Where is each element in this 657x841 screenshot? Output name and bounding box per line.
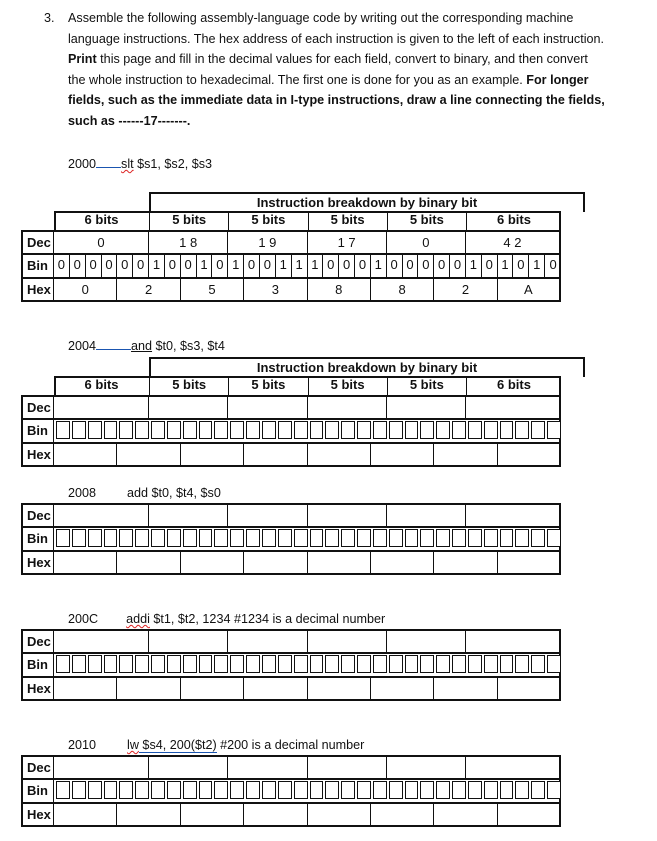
- bin-bit-box[interactable]: [500, 781, 514, 799]
- row-label-bin: Bin: [21, 254, 54, 278]
- dec-field-1[interactable]: [54, 755, 149, 779]
- dec-row: [21, 755, 561, 779]
- row-label-hex: Hex: [21, 278, 54, 302]
- field-header-2: 5 bits: [149, 211, 228, 230]
- bin-bit: 0: [482, 254, 498, 278]
- bin-row: [21, 419, 561, 443]
- dec-row: [21, 503, 561, 527]
- bin-bit-box[interactable]: [167, 421, 181, 439]
- question-text: [0, 8, 657, 131]
- hex-digit-5[interactable]: [308, 551, 371, 575]
- print-emphasis: Print: [68, 52, 97, 66]
- dec-field-2: 1 8: [149, 230, 228, 254]
- question-number: 3.: [44, 11, 55, 25]
- bin-bit-box[interactable]: [214, 655, 228, 673]
- bin-bit-box[interactable]: [88, 781, 102, 799]
- bin-bit-box[interactable]: [199, 781, 213, 799]
- hex-digit-2: 2: [117, 278, 180, 302]
- bin-bit-box[interactable]: [104, 421, 118, 439]
- bin-bit-box[interactable]: [500, 421, 514, 439]
- hex-digit-4[interactable]: [244, 677, 307, 701]
- bin-bit: 1: [466, 254, 482, 278]
- row-label-dec: Dec: [21, 629, 54, 653]
- bin-bit: 1: [149, 254, 165, 278]
- bin-bit-box[interactable]: [246, 529, 260, 547]
- bin-bit-box[interactable]: [72, 421, 86, 439]
- bin-bit-box[interactable]: [104, 655, 118, 673]
- dec-field-2[interactable]: [149, 503, 228, 527]
- dec-field-4[interactable]: [308, 755, 387, 779]
- bin-bit-box[interactable]: [183, 655, 197, 673]
- dec-row: [21, 629, 561, 653]
- bin-bit: 0: [133, 254, 149, 278]
- dec-field-5: 0: [387, 230, 466, 254]
- dec-field-4[interactable]: [308, 395, 387, 419]
- bin-bit-box[interactable]: [310, 529, 324, 547]
- hex-digit-8[interactable]: [498, 551, 561, 575]
- bin-bit-box[interactable]: [373, 655, 387, 673]
- bin-bit-box[interactable]: [341, 655, 355, 673]
- bin-bit-box[interactable]: [278, 655, 292, 673]
- bin-bit-box[interactable]: [119, 781, 133, 799]
- bin-bit-box[interactable]: [294, 529, 308, 547]
- hex-digit-8[interactable]: [498, 443, 561, 467]
- bin-bit-box[interactable]: [310, 655, 324, 673]
- instruction-header-5: 2010 lw $s4, 200($t2) #200 is a decimal number: [68, 738, 365, 752]
- bin-bit-box[interactable]: [294, 655, 308, 673]
- row-label-hex: Hex: [21, 803, 54, 827]
- bin-bit-box[interactable]: [167, 655, 181, 673]
- hex-digit-1[interactable]: [54, 551, 117, 575]
- bin-bit: 0: [212, 254, 228, 278]
- question-line: such as ------17-------.: [68, 113, 191, 128]
- field-header-2: 5 bits: [149, 376, 228, 395]
- dec-row: [21, 395, 561, 419]
- hex-digit-5[interactable]: [308, 443, 371, 467]
- question-line: Assemble the following assembly-language code by writing out the corresponding machine: [68, 11, 574, 25]
- bin-bit-box[interactable]: [278, 781, 292, 799]
- bin-bit-box[interactable]: [452, 529, 466, 547]
- field-header-4: 5 bits: [308, 211, 387, 230]
- bin-bit-box[interactable]: [436, 781, 450, 799]
- bin-bit-box[interactable]: [405, 781, 419, 799]
- question-line: the whole instruction to hexadecimal. The first one is done for you as an example. For longer: [68, 72, 589, 87]
- field-header-6: 6 bits: [466, 211, 561, 230]
- row-label-hex: Hex: [21, 551, 54, 575]
- hex-digit-4[interactable]: [244, 551, 307, 575]
- bin-bit-box[interactable]: [72, 529, 86, 547]
- bin-bit: 0: [403, 254, 419, 278]
- hex-digit-8: A: [498, 278, 561, 302]
- hex-digit-8[interactable]: [498, 803, 561, 827]
- hex-digit-8[interactable]: [498, 677, 561, 701]
- bin-row: [21, 527, 561, 551]
- bin-bit-box[interactable]: [119, 529, 133, 547]
- row-label-bin: Bin: [21, 527, 54, 551]
- bin-bit-box[interactable]: [547, 529, 561, 547]
- bin-bit-box[interactable]: [135, 781, 149, 799]
- instruction-header-3: 2008 add $t0, $t4, $s0: [68, 486, 221, 500]
- hex-row: [21, 443, 561, 467]
- bin-bit-box[interactable]: [420, 655, 434, 673]
- bin-bit-box[interactable]: [294, 781, 308, 799]
- bin-bit-box[interactable]: [515, 529, 529, 547]
- bin-bit-box[interactable]: [500, 529, 514, 547]
- row-label-bin: Bin: [21, 779, 54, 803]
- dec-field-3[interactable]: [228, 629, 307, 653]
- bin-bit-box[interactable]: [452, 421, 466, 439]
- bin-bit: 0: [355, 254, 371, 278]
- bin-bit-box[interactable]: [119, 655, 133, 673]
- hex-digit-4[interactable]: [244, 443, 307, 467]
- hex-digit-7[interactable]: [434, 803, 497, 827]
- bin-bit-box[interactable]: [436, 655, 450, 673]
- hex-digit-7[interactable]: [434, 677, 497, 701]
- question-line: Print this page and fill in the decimal values for each field, convert to binary, and then convert: [68, 52, 588, 66]
- bin-bit-box[interactable]: [531, 781, 545, 799]
- bin-bit-box[interactable]: [310, 781, 324, 799]
- bin-bit-box[interactable]: [547, 781, 561, 799]
- bin-row: [21, 653, 561, 677]
- bin-bit-box[interactable]: [468, 421, 482, 439]
- hex-digit-3: 5: [181, 278, 244, 302]
- hex-digit-7[interactable]: [434, 551, 497, 575]
- bin-bit-box[interactable]: [246, 781, 260, 799]
- bin-bit-box[interactable]: [531, 421, 545, 439]
- row-label-dec: Dec: [21, 755, 54, 779]
- bin-bit-box[interactable]: [56, 421, 70, 439]
- dec-field-6[interactable]: [466, 395, 561, 419]
- bin-bit-box[interactable]: [436, 421, 450, 439]
- question-line: fields, such as the immediate data in I-type instructions, draw a line connecting the fields,: [68, 93, 605, 107]
- dec-field-5[interactable]: [387, 503, 466, 527]
- bin-bit-box[interactable]: [341, 421, 355, 439]
- bin-bit-box[interactable]: [246, 655, 260, 673]
- hex-digit-1[interactable]: [54, 803, 117, 827]
- bin-bit-box[interactable]: [436, 529, 450, 547]
- dec-field-2[interactable]: [149, 629, 228, 653]
- row-label-dec: Dec: [21, 503, 54, 527]
- hex-digit-3[interactable]: [181, 677, 244, 701]
- bin-bit-box[interactable]: [325, 781, 339, 799]
- bin-bit-box[interactable]: [515, 781, 529, 799]
- bin-bit-box[interactable]: [88, 529, 102, 547]
- bin-bit: 0: [387, 254, 403, 278]
- bin-bit: 0: [418, 254, 434, 278]
- hex-digit-2[interactable]: [117, 443, 180, 467]
- hex-digit-4: 3: [244, 278, 307, 302]
- bin-bit: 0: [165, 254, 181, 278]
- bin-bit-box[interactable]: [262, 781, 276, 799]
- bin-bit-box[interactable]: [468, 781, 482, 799]
- bin-bit-box[interactable]: [420, 421, 434, 439]
- bin-bit-box[interactable]: [214, 781, 228, 799]
- bin-bit-box[interactable]: [167, 781, 181, 799]
- bin-bit: 1: [498, 254, 514, 278]
- question-line: language instructions. The hex address of each instruction is given to the left of each instruction.: [68, 31, 605, 46]
- dec-field-5[interactable]: [387, 395, 466, 419]
- dec-field-6[interactable]: [466, 503, 561, 527]
- bin-bit-box[interactable]: [373, 529, 387, 547]
- bin-bit-box[interactable]: [246, 421, 260, 439]
- hex-digit-2[interactable]: [117, 551, 180, 575]
- bin-bit-box[interactable]: [119, 421, 133, 439]
- bin-bit-box[interactable]: [151, 655, 165, 673]
- hex-row: [21, 551, 561, 575]
- bin-bit-box[interactable]: [214, 529, 228, 547]
- hex-digit-1[interactable]: [54, 677, 117, 701]
- hex-digit-6[interactable]: [371, 803, 434, 827]
- bin-bit-box[interactable]: [104, 529, 118, 547]
- bin-bit: 1: [292, 254, 308, 278]
- bin-bit-box[interactable]: [135, 421, 149, 439]
- bin-bit-box[interactable]: [262, 655, 276, 673]
- row-label-hex: Hex: [21, 443, 54, 467]
- bin-bit-box[interactable]: [56, 655, 70, 673]
- bin-bit-box[interactable]: [56, 529, 70, 547]
- bin-bit: 0: [70, 254, 86, 278]
- bin-row: [21, 779, 561, 803]
- bin-bit-box[interactable]: [199, 421, 213, 439]
- dec-field-3: 1 9: [228, 230, 307, 254]
- bin-bit-box[interactable]: [484, 781, 498, 799]
- bin-bit-box[interactable]: [389, 781, 403, 799]
- bin-bit: 1: [529, 254, 545, 278]
- dec-field-1: 0: [54, 230, 149, 254]
- field-header-4: 5 bits: [308, 376, 387, 395]
- bin-bit-box[interactable]: [341, 781, 355, 799]
- dec-field-4[interactable]: [308, 629, 387, 653]
- hex-digit-5[interactable]: [308, 803, 371, 827]
- bin-bit-box[interactable]: [199, 655, 213, 673]
- dec-field-4: 1 7: [308, 230, 387, 254]
- bin-bit-box[interactable]: [420, 781, 434, 799]
- bin-bit-box[interactable]: [484, 655, 498, 673]
- bin-bit-box[interactable]: [547, 655, 561, 673]
- bin-bit-box[interactable]: [405, 655, 419, 673]
- bin-bit-box[interactable]: [484, 529, 498, 547]
- hex-row: [21, 803, 561, 827]
- breakdown-title: Instruction breakdown by binary bit: [149, 192, 585, 212]
- dec-row: [21, 230, 561, 254]
- field-header-3: 5 bits: [228, 211, 307, 230]
- bin-bit-box[interactable]: [547, 421, 561, 439]
- dec-field-5[interactable]: [387, 629, 466, 653]
- dec-field-6[interactable]: [466, 629, 561, 653]
- instruction-header-1: 2000 slt $s1, $s2, $s3: [68, 157, 213, 171]
- bin-bit-box[interactable]: [88, 655, 102, 673]
- dec-field-3[interactable]: [228, 503, 307, 527]
- hex-digit-1[interactable]: [54, 443, 117, 467]
- bin-bit-box[interactable]: [405, 529, 419, 547]
- bin-bit-box[interactable]: [278, 529, 292, 547]
- hex-digit-6: 8: [371, 278, 434, 302]
- dec-field-1[interactable]: [54, 629, 149, 653]
- bin-bit-box[interactable]: [484, 421, 498, 439]
- dec-field-5[interactable]: [387, 755, 466, 779]
- bin-bit-box[interactable]: [325, 655, 339, 673]
- bin-bit-box[interactable]: [151, 781, 165, 799]
- bin-bit-box[interactable]: [531, 529, 545, 547]
- field-header-5: 5 bits: [387, 376, 466, 395]
- hex-digit-1: 0: [54, 278, 117, 302]
- bin-bit-box[interactable]: [199, 529, 213, 547]
- bin-bit-box[interactable]: [468, 529, 482, 547]
- bin-bit-box[interactable]: [230, 655, 244, 673]
- bin-bit: 0: [323, 254, 339, 278]
- row-label-bin: Bin: [21, 419, 54, 443]
- bin-bit: 0: [450, 254, 466, 278]
- bin-bit-box[interactable]: [325, 421, 339, 439]
- hex-digit-6[interactable]: [371, 551, 434, 575]
- bin-bit-box[interactable]: [373, 421, 387, 439]
- bin-bit-box[interactable]: [468, 655, 482, 673]
- bin-bit-box[interactable]: [262, 421, 276, 439]
- bin-bit-box[interactable]: [135, 655, 149, 673]
- bin-bit-box[interactable]: [531, 655, 545, 673]
- bin-bit-box[interactable]: [151, 421, 165, 439]
- bin-bit-box[interactable]: [230, 529, 244, 547]
- hex-digit-5: 8: [308, 278, 371, 302]
- hex-row: [21, 677, 561, 701]
- bin-bit: 0: [339, 254, 355, 278]
- hex-digit-7[interactable]: [434, 443, 497, 467]
- bin-bit-box[interactable]: [357, 421, 371, 439]
- bin-bit-box[interactable]: [135, 529, 149, 547]
- hex-digit-2[interactable]: [117, 677, 180, 701]
- bin-bit-box[interactable]: [357, 529, 371, 547]
- field-header-3: 5 bits: [228, 376, 307, 395]
- bin-bit: 0: [102, 254, 118, 278]
- row-label-dec: Dec: [21, 230, 54, 254]
- bin-bit: 0: [54, 254, 70, 278]
- bin-bit-box[interactable]: [389, 421, 403, 439]
- instruction-header-2: 2004 and $t0, $s3, $t4: [68, 339, 225, 353]
- bin-bit-box[interactable]: [104, 781, 118, 799]
- bin-bit-box[interactable]: [72, 655, 86, 673]
- bin-bit: 0: [117, 254, 133, 278]
- instruction-header-4: 200C addi $t1, $t2, 1234 #1234 is a decimal number: [68, 612, 386, 626]
- dec-field-2[interactable]: [149, 755, 228, 779]
- bin-bit-box[interactable]: [167, 529, 181, 547]
- bin-bit: 0: [549, 257, 557, 272]
- hex-digit-6[interactable]: [371, 677, 434, 701]
- bin-bit-box[interactable]: [183, 781, 197, 799]
- bin-bit: 1: [197, 254, 213, 278]
- dec-field-1[interactable]: [54, 503, 149, 527]
- hex-digit-3[interactable]: [181, 551, 244, 575]
- field-header-6: 6 bits: [466, 376, 561, 395]
- bin-bit-box[interactable]: [357, 781, 371, 799]
- hex-digit-3[interactable]: [181, 443, 244, 467]
- field-header-1: 6 bits: [84, 377, 119, 392]
- bin-bit-box[interactable]: [452, 655, 466, 673]
- hex-digit-2[interactable]: [117, 803, 180, 827]
- bin-bit-box[interactable]: [230, 421, 244, 439]
- bin-bit-box[interactable]: [294, 421, 308, 439]
- hex-digit-3[interactable]: [181, 803, 244, 827]
- bin-bit: 0: [86, 254, 102, 278]
- bin-bit-box[interactable]: [420, 529, 434, 547]
- bin-bit-box[interactable]: [183, 421, 197, 439]
- dec-field-6[interactable]: [466, 755, 561, 779]
- bin-bit: 1: [308, 254, 324, 278]
- bin-bit-box[interactable]: [405, 421, 419, 439]
- hex-digit-4[interactable]: [244, 803, 307, 827]
- bin-bit: 1: [228, 254, 244, 278]
- dec-field-1[interactable]: [54, 395, 149, 419]
- bin-bit-box[interactable]: [151, 529, 165, 547]
- dec-field-3[interactable]: [228, 755, 307, 779]
- bin-bit-box[interactable]: [389, 529, 403, 547]
- row-label-bin: Bin: [21, 653, 54, 677]
- dec-field-2[interactable]: [149, 395, 228, 419]
- breakdown-title: Instruction breakdown by binary bit: [149, 357, 585, 377]
- bin-bit: 1: [371, 254, 387, 278]
- field-header-5: 5 bits: [387, 211, 466, 230]
- bin-row: [21, 254, 561, 278]
- bin-bit-box[interactable]: [278, 421, 292, 439]
- dec-field-4[interactable]: [308, 503, 387, 527]
- bin-bit-box[interactable]: [389, 655, 403, 673]
- bin-bit-box[interactable]: [357, 655, 371, 673]
- bin-bit-box[interactable]: [310, 421, 324, 439]
- bin-bit-box[interactable]: [341, 529, 355, 547]
- bin-bit: 1: [276, 254, 292, 278]
- bin-bit-box[interactable]: [515, 655, 529, 673]
- hex-digit-6[interactable]: [371, 443, 434, 467]
- bin-bit-box[interactable]: [214, 421, 228, 439]
- bin-bit-box[interactable]: [262, 529, 276, 547]
- bin-bit: 0: [244, 254, 260, 278]
- bin-bit: 0: [181, 254, 197, 278]
- row-label-hex: Hex: [21, 677, 54, 701]
- bin-bit-box[interactable]: [325, 529, 339, 547]
- bin-bit-box[interactable]: [230, 781, 244, 799]
- bin-bit: 0: [260, 254, 276, 278]
- dec-field-6: 4 2: [466, 230, 561, 254]
- bin-bit-box[interactable]: [56, 781, 70, 799]
- field-header-1: 6 bits: [84, 212, 119, 227]
- bin-bit-box[interactable]: [373, 781, 387, 799]
- hex-row: [21, 278, 561, 302]
- hex-digit-7: 2: [434, 278, 497, 302]
- dec-field-3[interactable]: [228, 395, 307, 419]
- bin-bit: 0: [434, 254, 450, 278]
- bin-bit-box[interactable]: [452, 781, 466, 799]
- bin-bit-box[interactable]: [515, 421, 529, 439]
- row-label-dec: Dec: [21, 395, 54, 419]
- bin-bit-box[interactable]: [183, 529, 197, 547]
- bin-bit: 0: [513, 254, 529, 278]
- bin-bit-box[interactable]: [500, 655, 514, 673]
- bin-bit-box[interactable]: [72, 781, 86, 799]
- hex-digit-5[interactable]: [308, 677, 371, 701]
- bin-bit-box[interactable]: [88, 421, 102, 439]
